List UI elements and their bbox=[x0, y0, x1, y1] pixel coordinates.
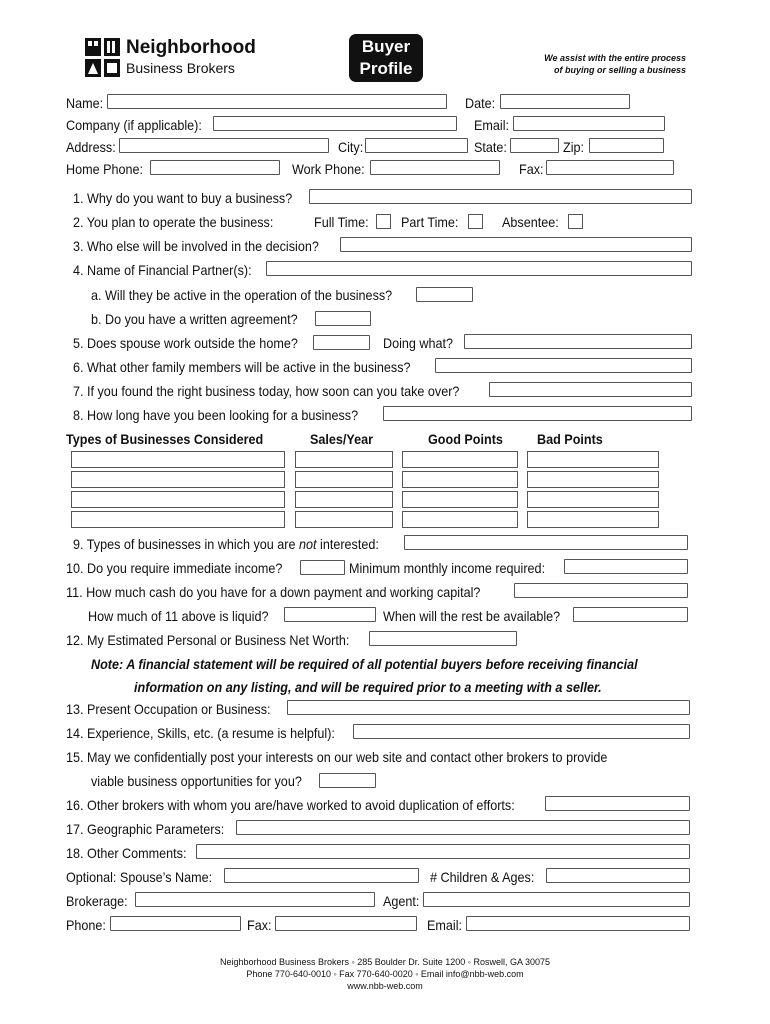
email-field-2[interactable] bbox=[466, 916, 690, 931]
q10-min-field[interactable] bbox=[564, 559, 688, 574]
fax-field[interactable] bbox=[546, 160, 674, 175]
company-title: Neighborhood bbox=[126, 37, 256, 58]
sales-cell[interactable] bbox=[295, 511, 393, 528]
brokerage-field[interactable] bbox=[135, 892, 375, 907]
zip-field[interactable] bbox=[589, 138, 664, 153]
fax-label-2: Fax: bbox=[247, 917, 272, 933]
note-line-1: Note: A financial statement will be required of all potential buyers before receiving financial bbox=[91, 656, 638, 672]
absentee-checkbox[interactable] bbox=[568, 214, 583, 229]
work-phone-label: Work Phone: bbox=[292, 161, 365, 177]
type-cell[interactable] bbox=[71, 511, 285, 528]
q9-field[interactable] bbox=[404, 535, 688, 550]
q17-field[interactable] bbox=[236, 820, 690, 835]
q5-doing-label: Doing what? bbox=[383, 335, 454, 351]
buyer-profile-badge bbox=[349, 34, 423, 82]
spouse-label: Optional: Spouse’s Name: bbox=[66, 869, 213, 885]
q7-field[interactable] bbox=[489, 382, 692, 397]
q11-liquid-label: How much of 11 above is liquid? bbox=[88, 608, 269, 624]
date-field[interactable] bbox=[500, 94, 630, 109]
q15-label-line-2: viable business opportunities for you? bbox=[91, 773, 302, 789]
type-cell[interactable] bbox=[71, 471, 285, 488]
q16-field[interactable] bbox=[545, 796, 690, 811]
sales-cell[interactable] bbox=[295, 491, 393, 508]
tagline-line-2: of buying or selling a business bbox=[553, 65, 686, 75]
q11-rest-label: When will the rest be available? bbox=[383, 608, 561, 624]
q9-text-a: 9. Types of businesses in which you are bbox=[73, 536, 296, 552]
q15-label-line-1: 15. May we confidentially post your interests on our web site and contact other brokers to provide bbox=[66, 749, 608, 765]
badge-line-2: Profile bbox=[359, 59, 413, 78]
bad-cell[interactable] bbox=[527, 511, 659, 528]
part-time-checkbox[interactable] bbox=[468, 214, 483, 229]
q11-liquid-field[interactable] bbox=[284, 607, 376, 622]
q2-label: 2. You plan to operate the business: bbox=[73, 214, 274, 230]
sales-cell[interactable] bbox=[295, 471, 393, 488]
home-phone-field[interactable] bbox=[150, 160, 280, 175]
good-cell[interactable] bbox=[402, 451, 518, 468]
q5-field[interactable] bbox=[313, 335, 370, 350]
q1-field[interactable] bbox=[309, 189, 692, 204]
email-field[interactable] bbox=[513, 116, 665, 131]
good-cell[interactable] bbox=[402, 491, 518, 508]
q14-label: 14. Experience, Skills, etc. (a resume is helpful): bbox=[66, 725, 335, 741]
q3-field[interactable] bbox=[340, 237, 692, 252]
footer-website: www.nbb-web.com bbox=[347, 981, 423, 991]
header-bad-points: Bad Points bbox=[537, 431, 603, 447]
children-label: # Children & Ages: bbox=[430, 869, 535, 885]
company-label: Company (if applicable): bbox=[66, 117, 202, 133]
company-subtitle: Business Brokers bbox=[126, 60, 235, 76]
part-time-label: Part Time: bbox=[401, 214, 459, 230]
q4-field[interactable] bbox=[266, 261, 692, 276]
q12-label: 12. My Estimated Personal or Business Net Worth: bbox=[66, 632, 350, 648]
q6-label: 6. What other family members will be active in the business? bbox=[73, 359, 411, 375]
phone-field[interactable] bbox=[110, 916, 241, 931]
note-line-2: information on any listing, and will be required prior to a meeting with a seller. bbox=[134, 679, 602, 695]
phone-label: Phone: bbox=[66, 917, 106, 933]
city-field[interactable] bbox=[365, 138, 468, 153]
q13-label: 13. Present Occupation or Business: bbox=[66, 701, 271, 717]
state-field[interactable] bbox=[510, 138, 559, 153]
tagline bbox=[544, 52, 686, 76]
name-field[interactable] bbox=[107, 94, 447, 109]
spouse-field[interactable] bbox=[224, 868, 419, 883]
header-good-points: Good Points bbox=[428, 431, 503, 447]
zip-label: Zip: bbox=[563, 139, 585, 155]
bad-cell[interactable] bbox=[527, 451, 659, 468]
q14-field[interactable] bbox=[353, 724, 690, 739]
brokerage-label: Brokerage: bbox=[66, 893, 128, 909]
city-label: City: bbox=[338, 139, 364, 155]
header-types: Types of Businesses Considered bbox=[66, 431, 264, 447]
fax-label: Fax: bbox=[519, 161, 544, 177]
q18-field[interactable] bbox=[196, 844, 690, 859]
footer-contact: Phone 770-640-0010 ◦ Fax 770-640-0020 ◦ Email info@nbb-web.com bbox=[246, 969, 524, 979]
q4a-label: a. Will they be active in the operation of the business? bbox=[91, 287, 393, 303]
badge-line-1: Buyer bbox=[361, 37, 411, 56]
q9-text-b: interested: bbox=[320, 536, 379, 552]
q9-label bbox=[73, 536, 379, 553]
tagline-line-1: We assist with the entire process bbox=[544, 53, 686, 63]
q11-field[interactable] bbox=[514, 583, 688, 598]
q10-field[interactable] bbox=[300, 560, 345, 575]
footer-address: Neighborhood Business Brokers ◦ 285 Boulder Dr. Suite 1200 ◦ Roswell, GA 30075 bbox=[219, 957, 551, 967]
q13-field[interactable] bbox=[287, 700, 690, 715]
address-field[interactable] bbox=[119, 138, 329, 153]
home-phone-label: Home Phone: bbox=[66, 161, 144, 177]
q4b-field[interactable] bbox=[315, 311, 371, 326]
q3-label: 3. Who else will be involved in the decision? bbox=[73, 238, 319, 254]
children-field[interactable] bbox=[546, 868, 690, 883]
q5-doing-field[interactable] bbox=[464, 334, 692, 349]
q9-not-emphasis: not bbox=[298, 536, 317, 552]
email-label: Email: bbox=[474, 117, 510, 133]
q17-label: 17. Geographic Parameters: bbox=[66, 821, 225, 837]
q12-field[interactable] bbox=[369, 631, 517, 646]
full-time-label: Full Time: bbox=[314, 214, 369, 230]
good-cell[interactable] bbox=[402, 471, 518, 488]
address-label: Address: bbox=[66, 139, 116, 155]
q7-label: 7. If you found the right business today, how soon can you take over? bbox=[73, 383, 460, 399]
type-cell[interactable] bbox=[71, 491, 285, 508]
company-logo-icon bbox=[84, 36, 122, 80]
q5-label: 5. Does spouse work outside the home? bbox=[73, 335, 298, 351]
q4b-label: b. Do you have a written agreement? bbox=[91, 311, 298, 327]
type-cell[interactable] bbox=[71, 451, 285, 468]
agent-label: Agent: bbox=[383, 893, 420, 909]
name-label: Name: bbox=[66, 95, 104, 111]
state-label: State: bbox=[474, 139, 507, 155]
q1-label: 1. Why do you want to buy a business? bbox=[73, 190, 293, 206]
q8-field[interactable] bbox=[383, 406, 692, 421]
q11-label: 11. How much cash do you have for a down payment and working capital? bbox=[66, 584, 481, 600]
email-label-2: Email: bbox=[427, 917, 463, 933]
q4a-field[interactable] bbox=[416, 287, 473, 302]
q8-label: 8. How long have you been looking for a business? bbox=[73, 407, 359, 423]
q10-label: 10. Do you require immediate income? bbox=[66, 560, 283, 576]
sales-cell[interactable] bbox=[295, 451, 393, 468]
q10-min-label: Minimum monthly income required: bbox=[349, 560, 546, 576]
bad-cell[interactable] bbox=[527, 491, 659, 508]
good-cell[interactable] bbox=[402, 511, 518, 528]
work-phone-field[interactable] bbox=[370, 160, 500, 175]
q11-rest-field[interactable] bbox=[573, 607, 688, 622]
agent-field[interactable] bbox=[423, 892, 690, 907]
absentee-label: Absentee: bbox=[502, 214, 559, 230]
q18-label: 18. Other Comments: bbox=[66, 845, 187, 861]
fax-field-2[interactable] bbox=[275, 916, 417, 931]
bad-cell[interactable] bbox=[527, 471, 659, 488]
q16-label: 16. Other brokers with whom you are/have worked to avoid duplication of efforts: bbox=[66, 797, 515, 813]
full-time-checkbox[interactable] bbox=[376, 214, 391, 229]
q15-field[interactable] bbox=[319, 773, 376, 788]
header-sales: Sales/Year bbox=[310, 431, 374, 447]
date-label: Date: bbox=[465, 95, 496, 111]
company-field[interactable] bbox=[213, 116, 457, 131]
q4-label: 4. Name of Financial Partner(s): bbox=[73, 262, 252, 278]
q6-field[interactable] bbox=[435, 358, 692, 373]
